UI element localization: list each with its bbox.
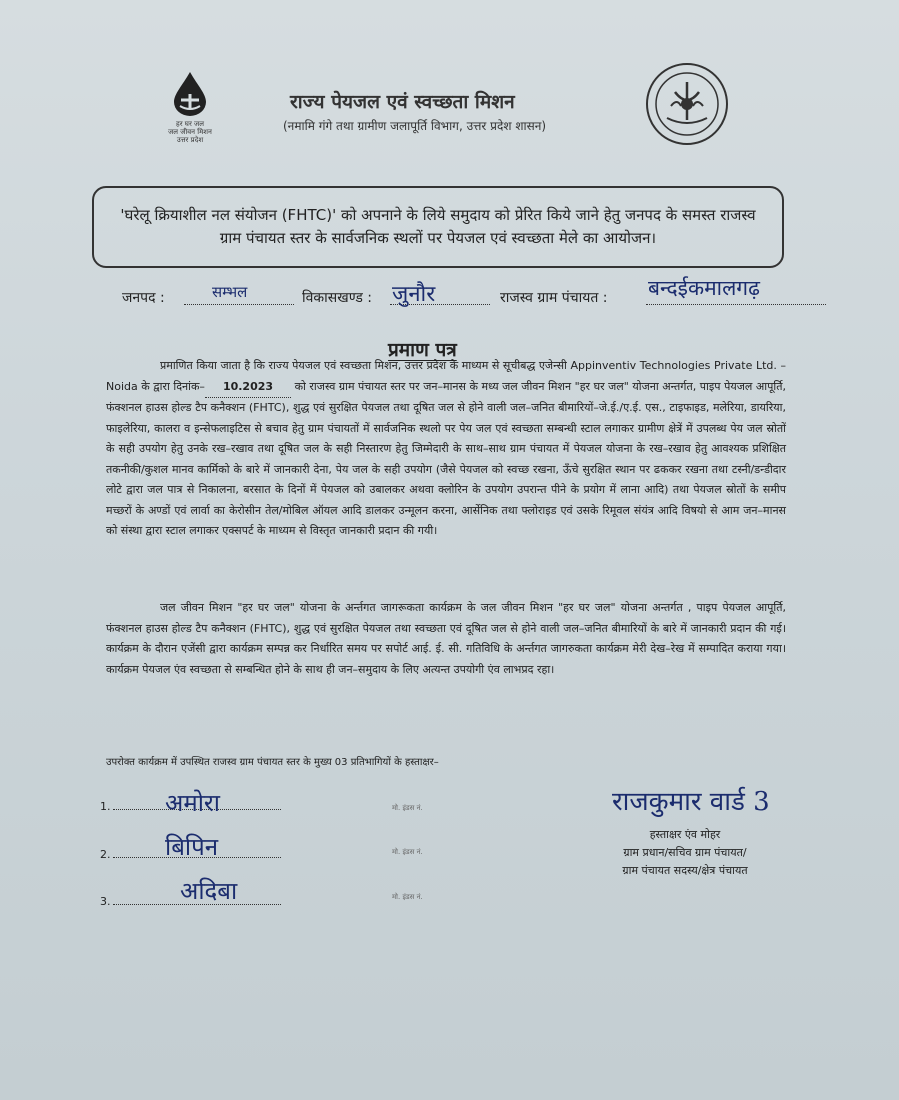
certificate-paragraph-2 <box>106 598 786 680</box>
page-title: राज्य पेयजल एवं स्वच्छता मिशन <box>290 91 515 113</box>
para1-after-date: को राजस्व ग्राम पंचायत स्तर पर जन–मानस के मध्य जल जीवन मिशन "हर घर जल" योजना अन्तर्गत, पाइप पेयजल आपूर्ति, फंक्शनल हाउस होल्ड टैप कनैक्शन (FHTC), शुद्ध एवं सुरक्षित पेयजल तथा दूषित जल से होने वाली जल–जनित बीमारियों–जे.ई./ए.ई. एस., टाइफाइड, मलेरिया, डायरिया, फाइलेरिया, कालरा व इन्सेफलाइटिस से बचाव हेतु ग्राम पंचायतों में सार्वजनिक स्थलो पर पेय जल एवं स्वच्छता सम्बन्धी स्टाल लगाकर ग्रामीण क्षेत्रें में उपलब्ध पेय जल स्रोतों के सही उपयोग हेतु उनके रख–रखाव तथा दूषित जल के सही निस्तारण हेतु जिम्मेदारी के साथ–साथ ग्राम पंचायत में पेयजल योजना के रख–रखाव हेतु आवश्यक प्रशिक्षित तकनीकी/कुशल मानव कार्मिको के बारे में जानकारी देना, पेय जल के सही उपयोग (जैसे पेयजल को स्वच्छ रखना, ऊँचे सुरक्षित स्थान पर ढककर रखना तथा टस्नी/डन्डीदार लोटे द्वारा जल पात्र से निकालना, बरसात के दिनों में पेयजल को उबालकर अथवा क्लोरिन के उपयोग उपरान्त पीने के प्रयोग में लाना आदि) तथा पेयजल स्रोतों के समीप मच्छरों के अण्डों एवं लार्वा का केरोसीन तेल/मोबिल ऑयल आदि डालकर उन्मूलन करना, आर्सेनिक तथा फ्लोराइड एवं उसके रिमूवल संयंत्र आदि विषयो से आम जन–मानस को संस्था द्वारा स्टाल लगाकर एक्सपर्ट के माध्यम से विस्तृत जानकारी प्रदान की गयी। <box>106 379 786 537</box>
event-date: 10.2023 <box>205 377 291 399</box>
up-government-seal <box>645 62 729 150</box>
signature-caption-3: ग्राम पंचायत सदस्य/क्षेत्र पंचायत <box>622 864 748 877</box>
participant-number: 1. <box>100 800 111 813</box>
event-banner <box>92 186 784 268</box>
district-value: सम्भल <box>212 283 248 301</box>
signature-caption-1: हस्ताक्षर एंव मोहर <box>649 828 721 841</box>
signature-caption-2: ग्राम प्रधान/सचिव ग्राम पंचायत/ <box>623 846 747 859</box>
participant-hint-1: मो. इंडस नं. <box>392 804 423 812</box>
signature-block <box>590 826 780 880</box>
location-fields-row <box>122 276 842 314</box>
gram-panchayat-label: राजस्व ग्राम पंचायत : <box>500 290 608 306</box>
logo-caption-line-2: जल जीवन मिशन <box>168 128 212 136</box>
participant-signature-3: अदिबा <box>180 877 238 905</box>
water-drop-icon <box>170 70 210 116</box>
participant-number: 3. <box>100 895 111 908</box>
participant-hint-3: मो. इंडस नं. <box>392 893 423 901</box>
participants-label: उपरोक्त कार्यक्रम में उपस्थित राजस्व ग्राम पंचायत स्तर के मुख्य 03 प्रतिभागियों के हस्ताक्षर– <box>106 757 439 768</box>
certificate-title: प्रमाण पत्र <box>388 339 457 361</box>
pradhan-signature: राजकुमार वार्ड 3 <box>612 787 770 817</box>
logo-caption-line-3: उत्तर प्रदेश <box>176 136 204 144</box>
block-value: जुनौर <box>392 282 436 307</box>
logo-caption-line-1: हर घर जल <box>176 120 204 128</box>
har-ghar-jal-logo <box>160 70 220 144</box>
block-label: विकासखण्ड : <box>302 290 373 306</box>
para2-text: जल जीवन मिशन "हर घर जल" योजना के अर्न्तगत जागरूकता कार्यक्रम के जल जीवन मिशन "हर घर जल" योजना अन्तर्गत , पाइप पेयजल आपूर्ति, फंक्शनल हाउस होल्ड टैप कनैक्शन (FHTC), शुद्ध एवं सुरक्षित पेयजल तथा स्वच्छता एवं दूषित जल से होने वाली जल–जनित बीमारियों के बारे में जानकारी प्रदान की गई। कार्यक्रम के दौरान एजेंसी द्वारा कार्यक्रम सम्पन्न कर निर्धारित समय पर सपोर्ट आई. ई. सी. गतिविधि के अर्न्तगत जागरुकता कार्यक्रम मेरी देख–रेख में सम्पादित कराया गया। कार्यक्रम पेयजल एंव स्वच्छता से सम्बन्धित होने के साथ ही जन–समुदाय के लिए अत्यन्त उपयोगी एंव लाभप्रद रहा। <box>106 601 786 676</box>
participant-signature-1: अमोरा <box>165 789 220 817</box>
certificate-paragraph-1 <box>106 356 786 542</box>
participant-hint-2: मो. इंडस नं. <box>392 848 423 856</box>
para1-before-date: प्रमाणित किया जाता है कि राज्य पेयजल एवं स्वच्छता मिशन, उत्तर प्रदेश के माध्यम से सूचीबद्ध एजेन्सी Appinventiv Technologies Private Ltd. – Noida के द्वारा दिनांक– <box>106 359 786 393</box>
page-subtitle: (नमामि गंगे तथा ग्रामीण जलापूर्ति विभाग, उत्तर प्रदेश शासन) <box>283 119 547 133</box>
participant-signature-2: बिपिन <box>165 833 219 861</box>
seal-emblem-icon <box>645 62 729 146</box>
participant-number: 2. <box>100 848 111 861</box>
district-label: जनपद : <box>122 290 165 306</box>
banner-text: 'घरेलू क्रियाशील नल संयोजन (FHTC)' को अपनाने के लिये समुदाय को प्रेरित किये जाने हेतु जनपद के समस्त राजस्व ग्राम पंचायत स्तर के सार्वजनिक स्थलों पर पेयजल एवं स्वच्छता मेले का आयोजन। <box>120 206 756 247</box>
gram-panchayat-value: बन्दईकमालगढ़ <box>648 276 760 300</box>
